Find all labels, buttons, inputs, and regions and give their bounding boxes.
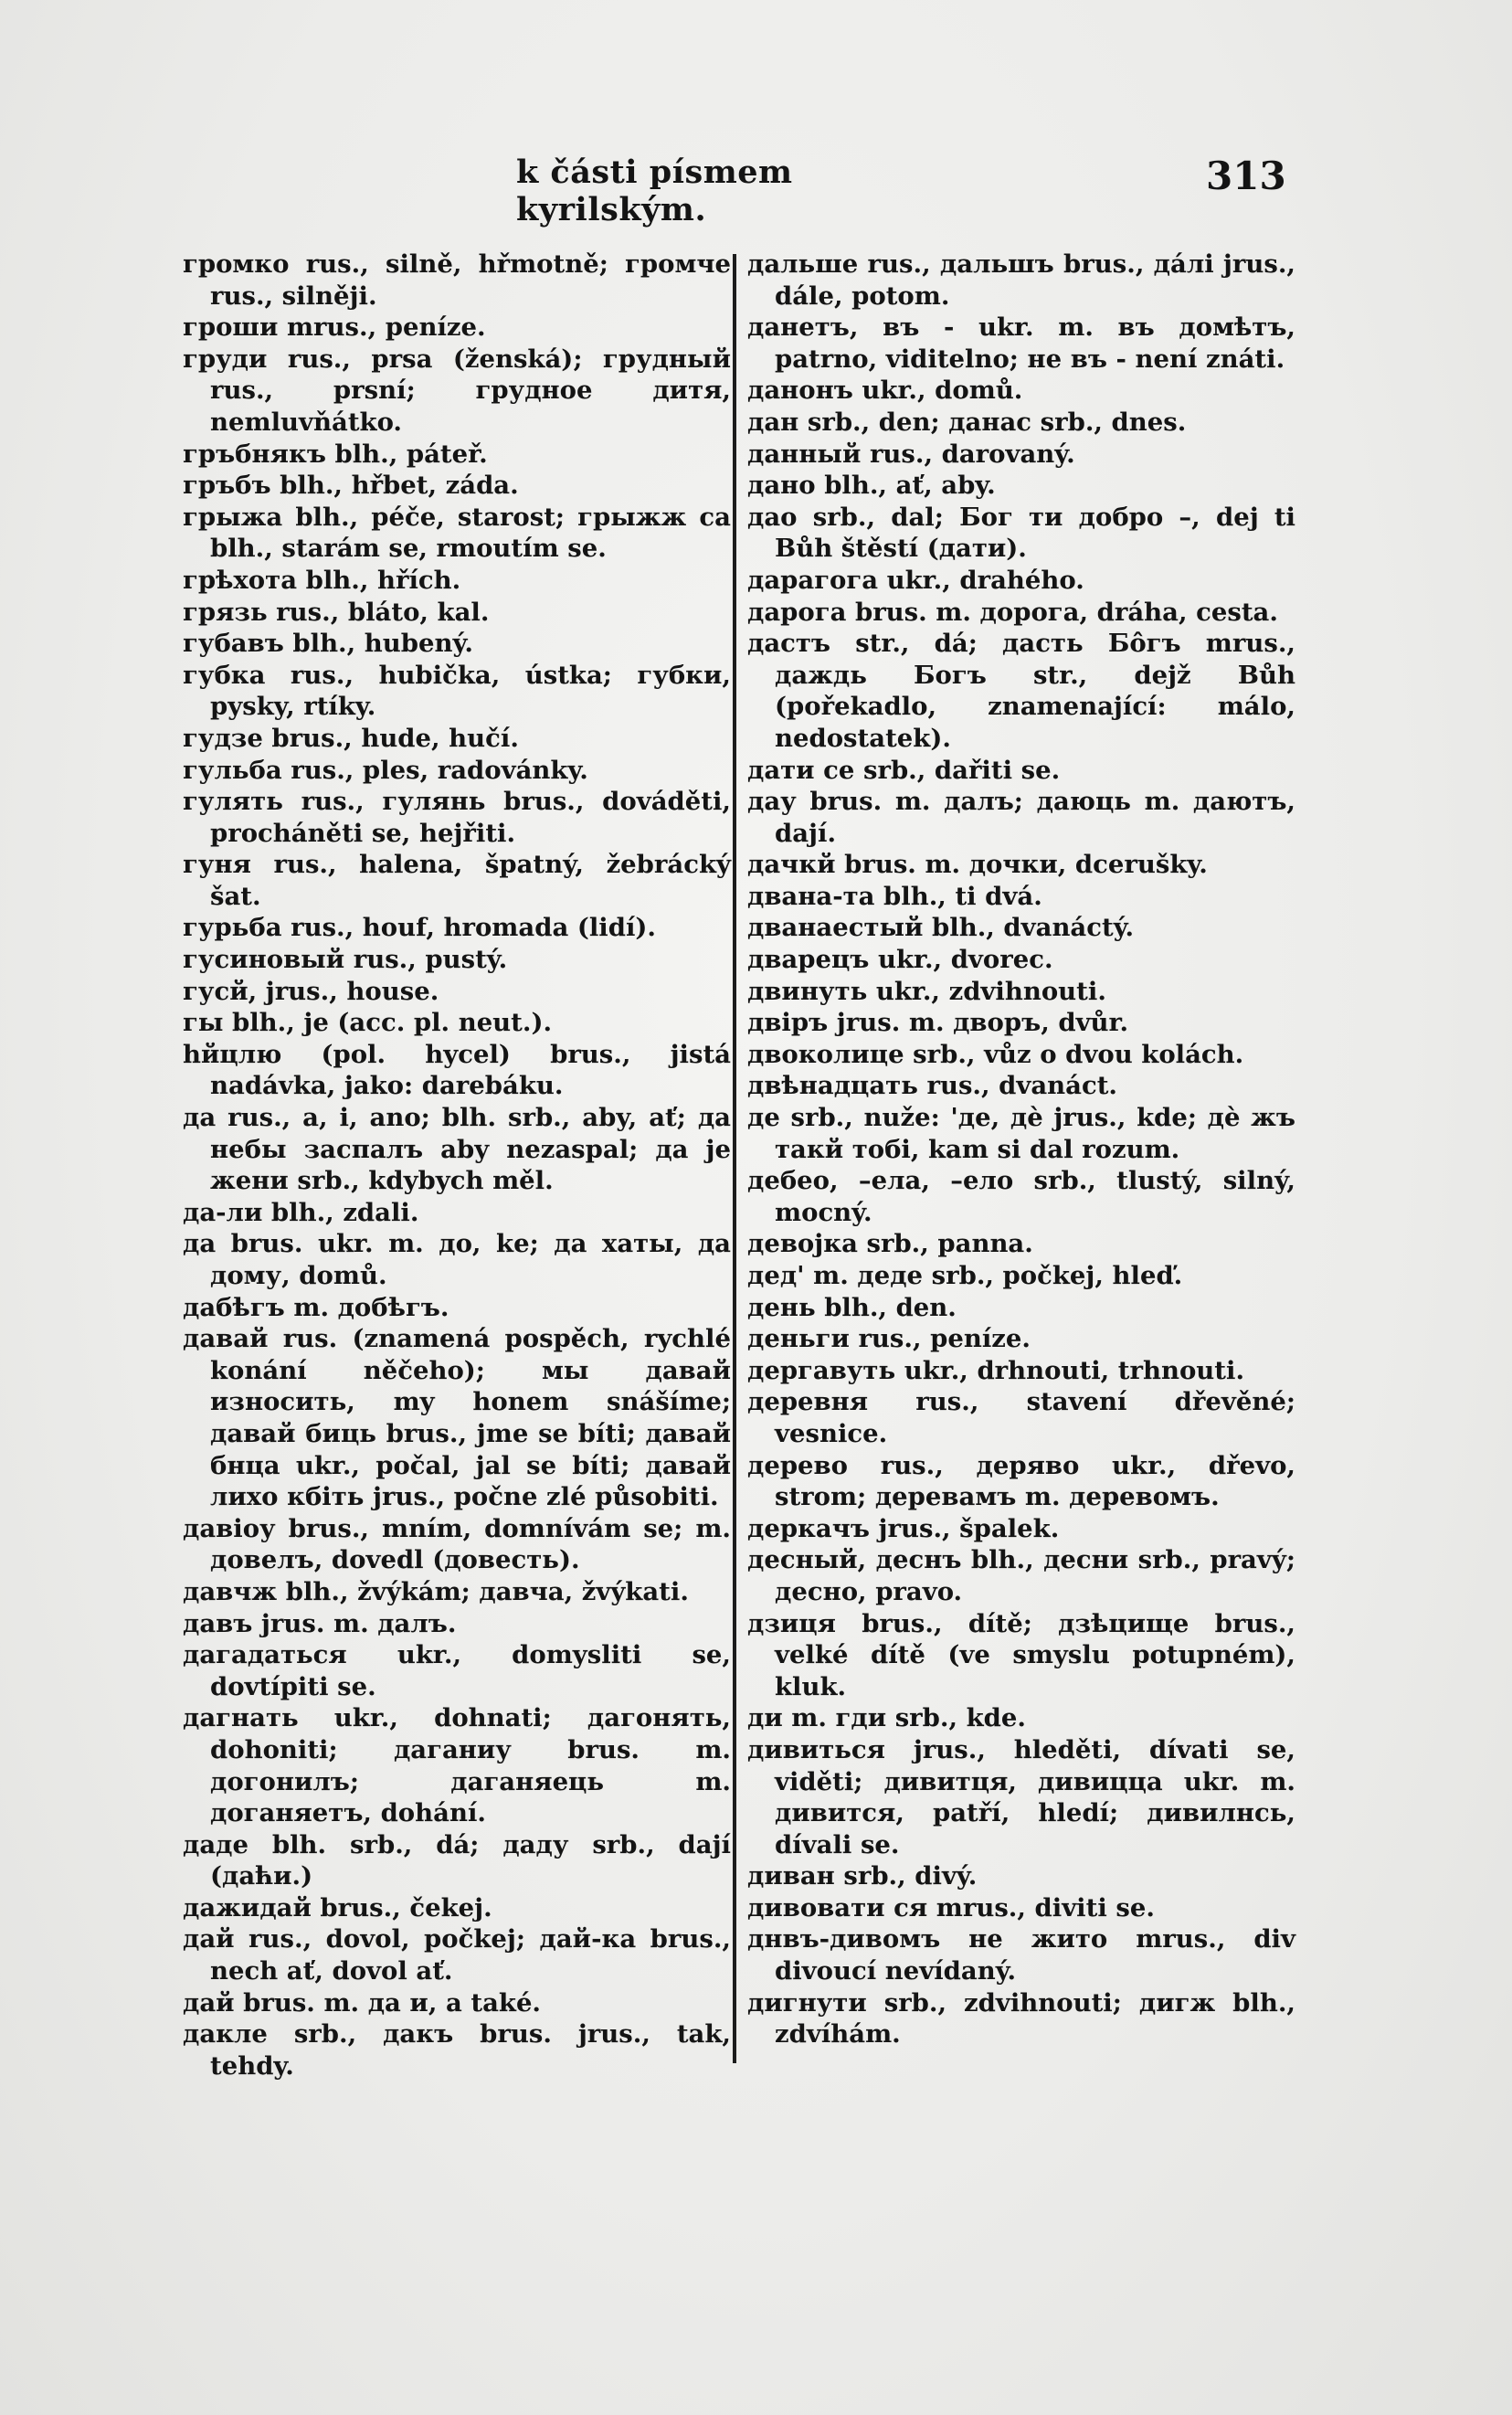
dictionary-entry: гудзе brus., hude, hučí. [183, 723, 519, 753]
dictionary-entry: губавъ blh., hubený. [183, 629, 473, 659]
dictionary-entry: двіръ jrus. m. дворъ, dvůr. [747, 1008, 1129, 1038]
dictionary-entry: гуня rus., halena, špatný, žebrácký šat. [183, 850, 731, 911]
dictionary-entry: дай brus. m. да и, a také. [183, 1987, 542, 2018]
dictionary-entry: hйцлю (pol. hycel) brus., jistá nadávka, jako: darebáku. [183, 1039, 731, 1101]
dictionary-entry: день blh., den. [747, 1292, 957, 1322]
dictionary-entry: давай rus. (znamená pospěch, rychlé konání něčeho); мы давай износить, my honem snášíme; давай биць brus., jme se bíti; давай бнца ukr., počal, jal se bíti; давай лихо кбіть jrus., počne zlé působiti. [183, 1324, 731, 1512]
dictionary-entry: груди rus., prsa (ženská); грудный rus., prsní; грудное дитя, nemluvňátko. [183, 344, 731, 437]
dictionary-entry: дванаестый blh., dvanáctý. [747, 913, 1135, 943]
dictionary-entry: дед' m. деде srb., počkej, hleď. [747, 1261, 1183, 1290]
dictionary-entry: гулять rus., гулянь brus., dováděti, procháněti se, hejřiti. [183, 787, 731, 848]
dictionary-entry: дао srb., dal; Бог ти добро –, dej ti Bůh štěstí (дати). [747, 502, 1295, 564]
dictionary-entry: дзиця brus., dítě; дзѣцище brus., velké dítě (ve smyslu potupném), kluk. [747, 1608, 1295, 1701]
dictionary-entry: громко rus., silně, hřmotně; громче rus., silněji. [183, 249, 731, 311]
dictionary-entry: дерево rus., деряво ukr., dřevo, strom; деревамъ m. деревомъ. [747, 1450, 1295, 1512]
dictionary-entry: дарога brus. m. дорога, dráha, cesta. [747, 597, 1278, 627]
dictionary-entry: дергавуть ukr., drhnouti, trhnouti. [747, 1355, 1245, 1385]
dictionary-entry: дебео, –ела, –ело srb., tlustý, silný, mocný. [747, 1166, 1295, 1227]
dictionary-entry: дварецъ ukr., dvorec. [747, 945, 1053, 975]
dictionary-entry: гусй, jrus., house. [183, 976, 439, 1006]
dictionary-entry: да rus., a, i, ano; blh. srb., aby, ať; да небы заспалъ aby nezaspal; да je жени srb., kdybych měl. [183, 1103, 731, 1196]
dictionary-entry: дати се srb., dařiti se. [747, 755, 1061, 785]
dictionary-entry: давъ jrus. m. далъ. [183, 1608, 457, 1638]
dictionary-entry: дигнути srb., zdvihnouti; дигж blh., zdvíhám. [747, 1987, 1295, 2050]
dictionary-entry: двана-та blh., ti dvá. [747, 881, 1042, 911]
dictionary-entry: дано blh., ať, aby. [747, 471, 996, 501]
dictionary-entry: дастъ str., dá; дасть Бôгъ mrus., даждь Богъ str., dejž Bůh (pořekadlo, znamenající: málo, nedostatek). [747, 629, 1295, 753]
dictionary-entry: дивиться jrus., hleděti, dívati se, viděti; дивитця, дивицца ukr. m. дивится, patří, hledí; дивилнсь, dívali se. [747, 1734, 1295, 1859]
dictionary-entry: дагнать ukr., dohnati; дагонять, dohoniti; даганиу brus. m. догонилъ; даганяець m. доганяетъ, dohání. [183, 1703, 731, 1828]
dictionary-entry: данонъ ukr., domů. [747, 376, 1023, 406]
dictionary-entry: данетъ, въ - ukr. m. въ домѣтъ, patrno, viditelno; не въ - není znáti. [747, 312, 1295, 374]
dictionary-entry: гы blh., je (acc. pl. neut.). [183, 1008, 553, 1038]
dictionary-entry: дивовати ся mrus., diviti se. [747, 1892, 1155, 1922]
page-number: 313 [1206, 154, 1286, 198]
dictionary-entry: гурьба rus., houf, hromada (lidí). [183, 913, 657, 943]
dictionary-entry: давчж blh., žvýkám; давча, žvýkati. [183, 1576, 689, 1606]
dictionary-entry: грязь rus., bláto, kal. [183, 597, 490, 627]
running-header: k části písmem kyrilským. [516, 154, 793, 228]
dictionary-entry: ди m. гди srb., kde. [747, 1703, 1026, 1733]
dictionary-entry: грыжа blh., péče, starost; грыжж са blh., starám se, rmoutím se. [183, 502, 731, 564]
dictionary-entry: да brus. ukr. m. до, ke; да хаты, да дому, domů. [183, 1229, 731, 1290]
dictionary-entry: дарагога ukr., drahého. [747, 565, 1084, 595]
dictionary-entry: даде blh. srb., dá; даду srb., dají (даћи.) [183, 1829, 731, 1891]
dictionary-entry: дакле srb., дакъ brus. jrus., tak, tehdy. [183, 2019, 731, 2081]
dictionary-entry: двоколице srb., vůz o dvou kolách. [747, 1039, 1244, 1069]
dictionary-entry: губка rus., hubička, ústka; губки, pysky, rtíky. [183, 660, 731, 722]
dictionary-entry: днвъ-дивомъ не жито mrus., div divoucí nevídaný. [747, 1924, 1295, 1986]
dictionary-entry: дагадаться ukr., domysliti se, dovtípiti se. [183, 1640, 731, 1701]
dictionary-entry: диван srb., divý. [747, 1861, 978, 1891]
dictionary-entry: десный, деснъ blh., десни srb., pravý; десно, pravo. [747, 1545, 1295, 1606]
dictionary-entry: девојка srb., panna. [747, 1229, 1033, 1259]
dictionary-entry: деревня rus., stavení dřevěné; vesnice. [747, 1387, 1295, 1448]
dictionary-entry: грѣхота blh., hřích. [183, 565, 461, 595]
dictionary-entry: да-ли blh., zdali. [183, 1197, 419, 1227]
dictionary-entry: гроши mrus., peníze. [183, 312, 486, 343]
dictionary-entry: дабѣгъ m. добѣгъ. [183, 1292, 449, 1322]
dictionary-entry: дау brus. m. далъ; даюць m. даютъ, dají. [747, 787, 1295, 848]
dictionary-entry: гусиновый rus., pustý. [183, 945, 508, 975]
dictionary-entry: давіоу brus., mním, domnívám se; m. довелъ, dovedl (довесть). [183, 1513, 731, 1575]
dictionary-entry: дай rus., dovol, počkej; дай-ка brus., nech ať, dovol ať. [183, 1924, 731, 1986]
right-column [747, 249, 1295, 2050]
dictionary-entry: гръбнякъ blh., páteř. [183, 439, 488, 469]
dictionary-entry: дальше rus., дальшъ brus., дáлі jrus., dále, potom. [747, 249, 1295, 311]
dictionary-entry: дажидай brus., čekej. [183, 1892, 492, 1922]
column-divider [733, 254, 736, 2063]
dictionary-entry: двѣнадцать rus., dvanáct. [747, 1071, 1118, 1101]
dictionary-entry: данный rus., darovaný. [747, 439, 1075, 469]
dictionary-entry: двинуть ukr., zdvihnouti. [747, 976, 1106, 1006]
dictionary-entry: де srb., nuže: 'де, дѐ jrus., kde; дѐ жъ такй тобі, kam si dal rozum. [747, 1103, 1295, 1164]
dictionary-entry: деньги rus., peníze. [747, 1324, 1031, 1354]
left-column [183, 249, 731, 2081]
dictionary-entry: деркачъ jrus., špalek. [747, 1513, 1060, 1543]
dictionary-entry: дачкй brus. m. дочки, dcerušky. [747, 850, 1208, 880]
dictionary-entry: дан srb., den; данас srb., dnes. [747, 407, 1187, 437]
dictionary-entry: гръбъ blh., hřbet, záda. [183, 471, 519, 501]
dictionary-entry: гульба rus., ples, radovánky. [183, 755, 588, 785]
